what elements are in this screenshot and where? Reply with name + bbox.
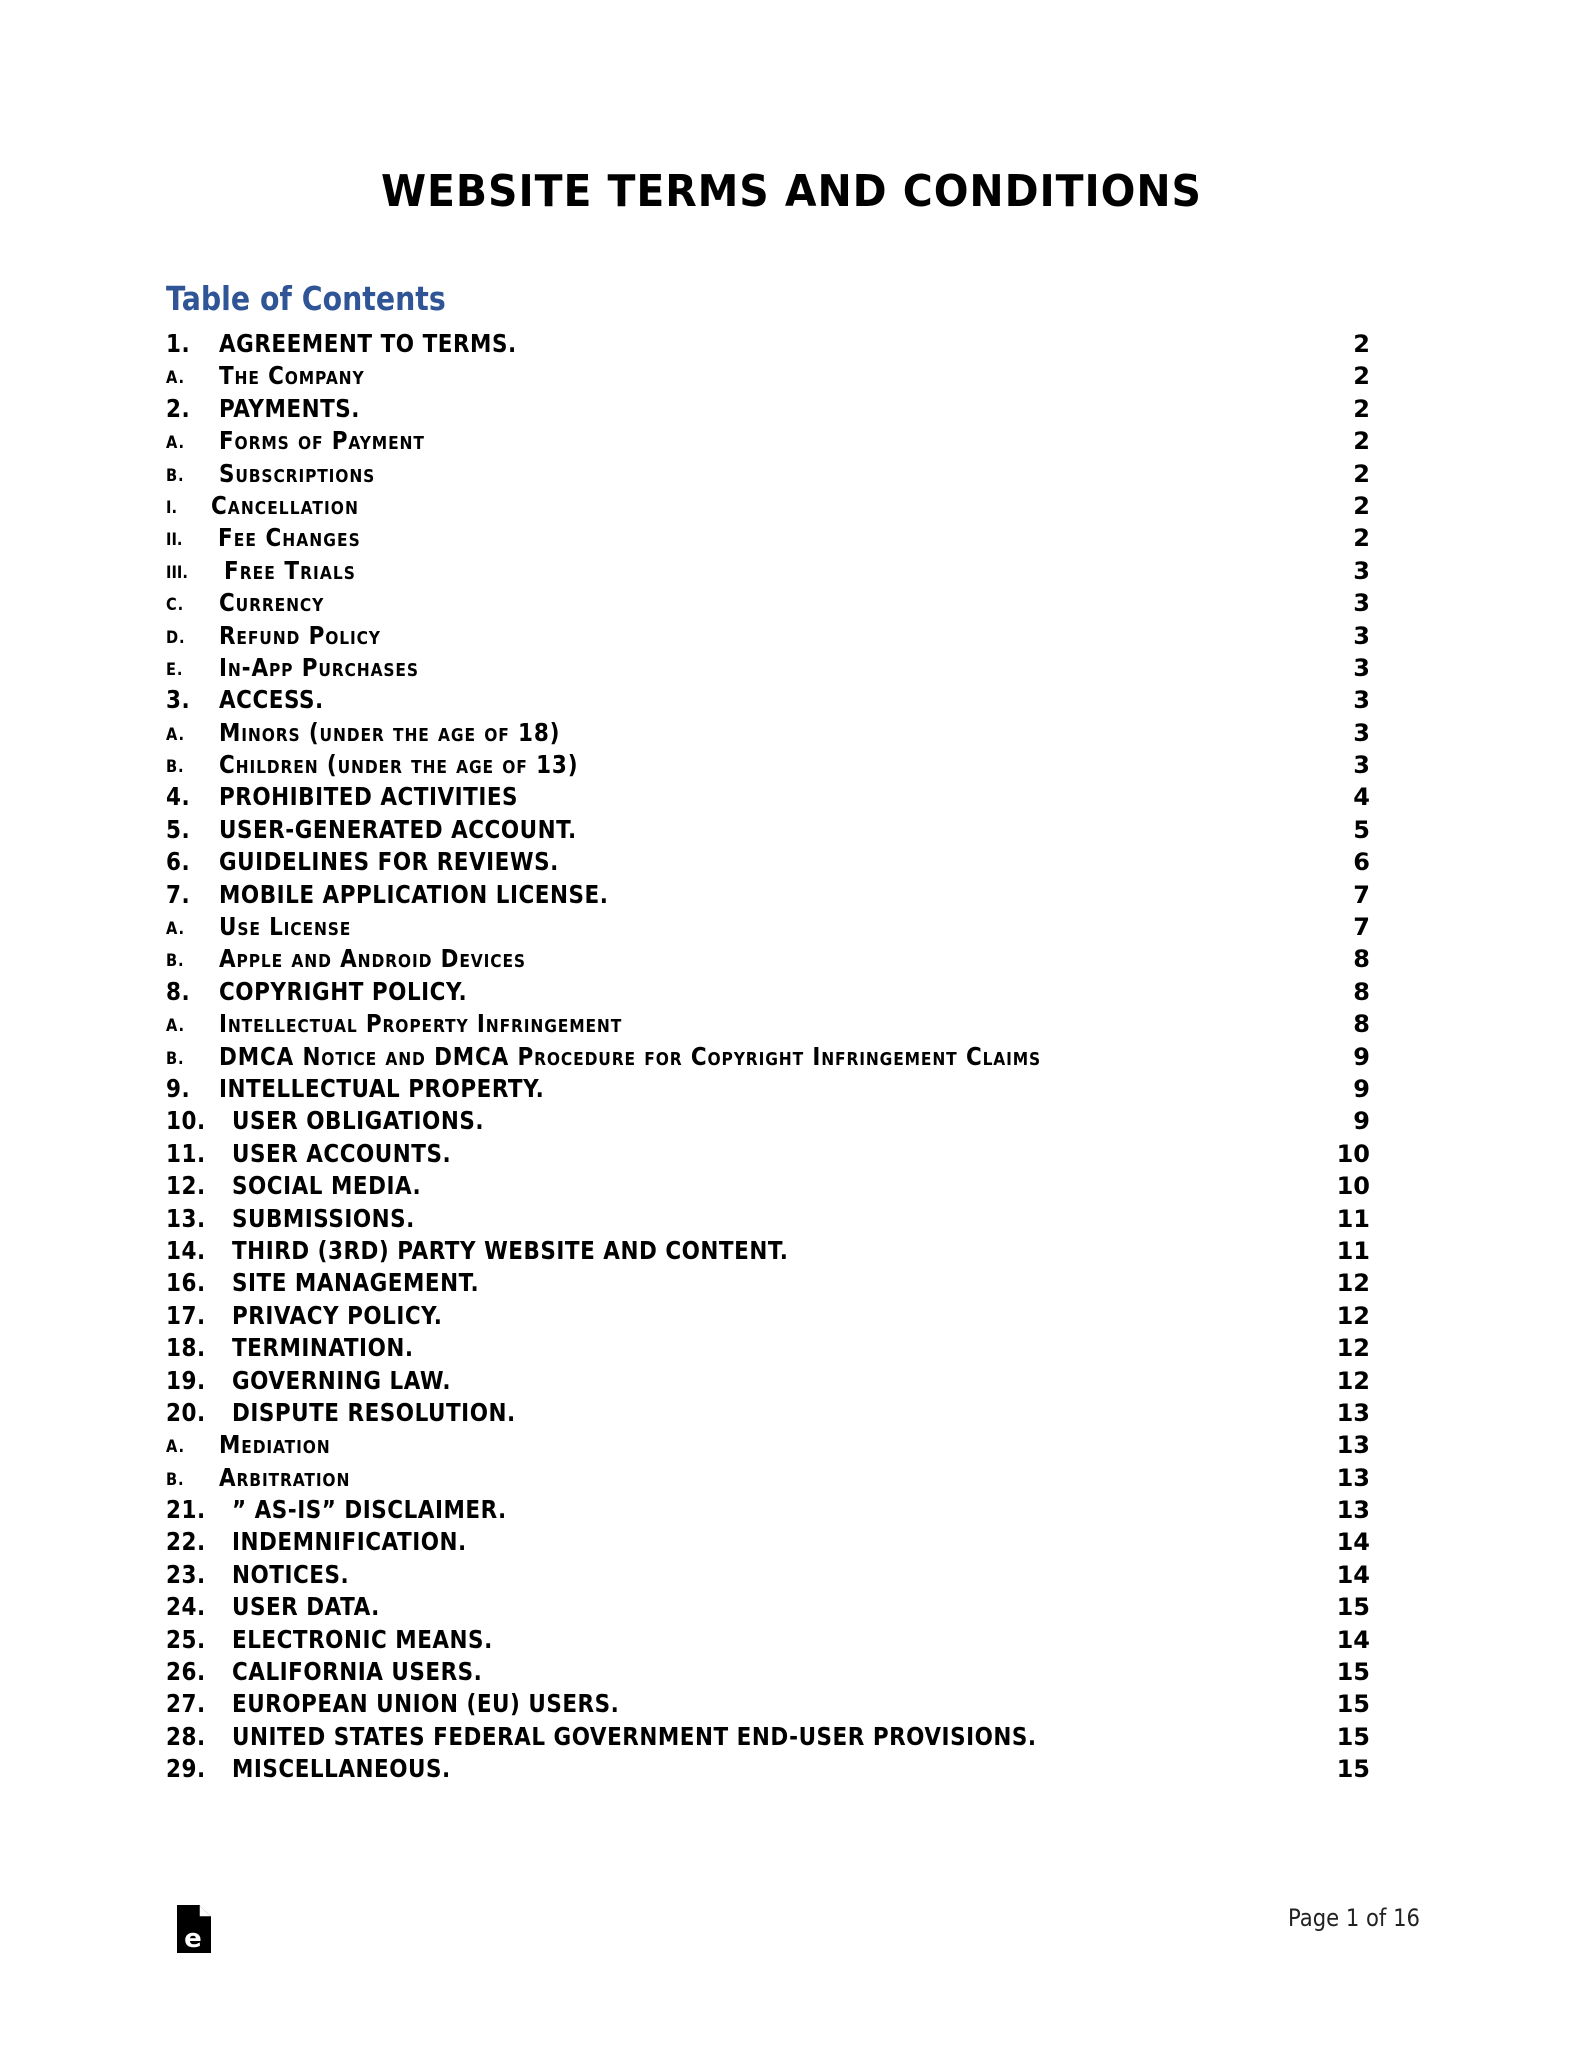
toc-entry-page[interactable]: 11: [1336, 1204, 1370, 1233]
toc-entry-label[interactable]: Intellectual Property Infringement: [219, 1009, 623, 1039]
toc-entry-label[interactable]: USER ACCOUNTS.: [232, 1138, 452, 1168]
toc-entry-page[interactable]: 14: [1336, 1625, 1370, 1654]
toc-entry-page[interactable]: 15: [1336, 1658, 1370, 1687]
toc-entry-page[interactable]: 7: [1353, 913, 1370, 942]
toc-entry[interactable]: [166, 1106, 1370, 1138]
toc-entry-number: B.: [166, 1048, 185, 1069]
toc-entry-page[interactable]: 6: [1353, 848, 1370, 877]
toc-entry-page[interactable]: 9: [1353, 1042, 1370, 1071]
toc-entry-number: 14.: [166, 1235, 206, 1265]
toc-entry[interactable]: [166, 1560, 1370, 1592]
toc-entry-label[interactable]: Refund Policy: [219, 620, 381, 650]
toc-entry-number: 21.: [166, 1495, 206, 1525]
toc-entry[interactable]: [166, 1722, 1370, 1754]
toc-entry-page[interactable]: 12: [1336, 1269, 1370, 1298]
toc-entry-number: 9.: [166, 1073, 191, 1103]
toc-entry-page[interactable]: 10: [1336, 1139, 1370, 1168]
toc-entry-page[interactable]: 14: [1336, 1560, 1370, 1589]
toc-entry-label[interactable]: PAYMENTS.: [219, 393, 360, 423]
toc-entry-page[interactable]: 13: [1336, 1463, 1370, 1492]
toc-entry-number: A.: [166, 1437, 185, 1458]
toc-entry[interactable]: [166, 1625, 1370, 1657]
toc-entry-page[interactable]: 3: [1353, 556, 1370, 585]
toc-entry-label[interactable]: THIRD (3RD) PARTY WEBSITE AND CONTENT.: [232, 1235, 789, 1265]
toc-entry-number: 7.: [166, 879, 191, 909]
toc-entry-number: 24.: [166, 1592, 206, 1622]
toc-entry-label[interactable]: DISPUTE RESOLUTION.: [232, 1397, 516, 1427]
toc-entry-number: 3.: [166, 685, 191, 715]
toc-entry-label[interactable]: UNITED STATES FEDERAL GOVERNMENT END-USER PROVISIONS.: [232, 1721, 1037, 1751]
toc-entry-label[interactable]: SUBMISSIONS.: [232, 1203, 415, 1233]
toc-entry-label[interactable]: In-App Purchases: [219, 652, 419, 682]
toc-entry-label[interactable]: MOBILE APPLICATION LICENSE.: [219, 879, 609, 909]
toc-entry-label[interactable]: Arbitration: [219, 1462, 351, 1492]
toc-entry-number: III.: [166, 562, 188, 583]
toc-entry-page[interactable]: 2: [1353, 524, 1370, 553]
toc-entry-page[interactable]: 12: [1336, 1334, 1370, 1363]
toc-entry-page[interactable]: 4: [1353, 783, 1370, 812]
toc-entry[interactable]: [166, 1204, 1370, 1236]
toc-entry-page[interactable]: 2: [1353, 362, 1370, 391]
toc-entry-page[interactable]: 9: [1353, 1107, 1370, 1136]
toc-entry[interactable]: [166, 847, 1370, 879]
toc-entry[interactable]: [166, 556, 1370, 588]
toc-entry-label[interactable]: EUROPEAN UNION (EU) USERS.: [232, 1689, 620, 1719]
toc-entry[interactable]: [166, 1689, 1370, 1721]
toc-entry[interactable]: [166, 1463, 1370, 1495]
toc-entry-page[interactable]: 3: [1353, 751, 1370, 780]
toc-entry-number: B.: [166, 465, 185, 486]
toc-entry-label[interactable]: INTELLECTUAL PROPERTY.: [219, 1073, 545, 1103]
toc-entry-number: A.: [166, 433, 185, 454]
toc-entry-number: 27.: [166, 1689, 206, 1719]
toc-entry[interactable]: [166, 1268, 1370, 1300]
toc-entry-page[interactable]: 5: [1353, 815, 1370, 844]
toc-entry-page[interactable]: 2: [1353, 459, 1370, 488]
toc-entry-number: 19.: [166, 1365, 206, 1395]
toc-entry-page[interactable]: 3: [1353, 653, 1370, 682]
toc-entry-number: 1.: [166, 329, 191, 358]
toc-entry-label[interactable]: Free Trials: [224, 555, 356, 585]
toc-entry-page[interactable]: 10: [1336, 1172, 1370, 1201]
toc-entry-label[interactable]: Forms of Payment: [219, 426, 425, 456]
toc-entry-page[interactable]: 3: [1353, 718, 1370, 747]
toc-entry-label[interactable]: USER OBLIGATIONS.: [232, 1106, 485, 1136]
toc-entry[interactable]: [166, 1139, 1370, 1171]
toc-entry-number: 22.: [166, 1527, 206, 1557]
toc-entry[interactable]: [166, 1657, 1370, 1689]
toc-entry-label[interactable]: Minors (under the age of 18): [219, 717, 561, 747]
toc-entry[interactable]: [166, 653, 1370, 685]
toc-entry[interactable]: [166, 944, 1370, 976]
toc-entry-label[interactable]: PRIVACY POLICY.: [232, 1300, 443, 1330]
toc-entry[interactable]: [166, 977, 1370, 1009]
toc-entry-number: 12.: [166, 1171, 206, 1201]
toc-entry-label[interactable]: Subscriptions: [219, 458, 376, 488]
toc-entry-number: A.: [166, 724, 185, 745]
toc-entry-page[interactable]: 13: [1336, 1398, 1370, 1427]
toc-entry[interactable]: [166, 880, 1370, 912]
toc-entry-number: B.: [166, 757, 185, 778]
toc-entry[interactable]: [166, 361, 1370, 393]
toc-entry[interactable]: [166, 1074, 1370, 1106]
toc-entry-label[interactable]: PROHIBITED ACTIVITIES: [219, 782, 519, 812]
toc-entry-page[interactable]: 2: [1353, 394, 1370, 423]
toc-entry-number: 4.: [166, 782, 191, 812]
toc-entry-label[interactable]: COPYRIGHT POLICY.: [219, 976, 468, 1006]
toc-entry[interactable]: [166, 588, 1370, 620]
toc-entry[interactable]: [166, 459, 1370, 491]
toc-entry-label[interactable]: USER DATA.: [232, 1592, 380, 1622]
toc-entry-page[interactable]: 2: [1353, 491, 1370, 520]
toc-entry[interactable]: [166, 685, 1370, 717]
toc-entry-page[interactable]: 3: [1353, 686, 1370, 715]
toc-entry[interactable]: [166, 1171, 1370, 1203]
toc-entry[interactable]: [166, 1301, 1370, 1333]
toc-entry-number: 26.: [166, 1657, 206, 1687]
page-indicator: Page 1 of 16: [1288, 1904, 1420, 1932]
toc-entry-label[interactable]: NOTICES.: [232, 1559, 350, 1589]
toc-entry[interactable]: [166, 718, 1370, 750]
toc-entry-label[interactable]: Mediation: [219, 1430, 331, 1460]
toc-entry-number: A.: [166, 1016, 185, 1037]
toc-entry-label[interactable]: Cancellation: [211, 490, 359, 520]
toc-entry-number: II.: [166, 530, 183, 551]
toc-entry-number: 18.: [166, 1333, 206, 1363]
toc-entry[interactable]: [166, 1042, 1370, 1074]
toc-entry-number: 29.: [166, 1754, 206, 1784]
document-title: WEBSITE TERMS AND CONDITIONS: [380, 166, 1202, 217]
toc-entry-label[interactable]: The Company: [219, 361, 365, 391]
toc-entry-number: 10.: [166, 1106, 206, 1136]
toc-entry-number: E.: [166, 659, 184, 680]
toc-entry-number: 6.: [166, 847, 191, 877]
toc-entry-label[interactable]: Currency: [219, 588, 325, 618]
toc-entry-number: 23.: [166, 1559, 206, 1589]
toc-entry[interactable]: [166, 621, 1370, 653]
toc-entry-number: 8.: [166, 976, 191, 1006]
toc-entry[interactable]: [166, 912, 1370, 944]
toc-entry-number: A.: [166, 368, 185, 389]
toc-entry-number: 13.: [166, 1203, 206, 1233]
toc-entry-page[interactable]: 2: [1353, 330, 1370, 358]
toc-entry[interactable]: [166, 750, 1370, 782]
toc-entry-page[interactable]: 12: [1336, 1301, 1370, 1330]
toc-entry-label[interactable]: USER-GENERATED ACCOUNT.: [219, 814, 577, 844]
toc-entry-label[interactable]: Apple and Android Devices: [219, 944, 526, 974]
toc-entry-number: D.: [166, 627, 186, 648]
toc-entry-number: 17.: [166, 1300, 206, 1330]
toc-entry-number: 20.: [166, 1397, 206, 1427]
toc-entry-label[interactable]: Use License: [219, 912, 352, 942]
toc-entry-page[interactable]: 9: [1353, 1074, 1370, 1103]
toc-entry[interactable]: [166, 1430, 1370, 1462]
toc-entry-page[interactable]: 15: [1336, 1593, 1370, 1622]
toc-entry[interactable]: [166, 394, 1370, 426]
toc-entry[interactable]: [166, 1495, 1370, 1527]
toc-entry-number: 28.: [166, 1721, 206, 1751]
toc-entry-page[interactable]: 15: [1336, 1722, 1370, 1751]
toc-entry-page[interactable]: 14: [1336, 1528, 1370, 1557]
toc-entry-number: 2.: [166, 393, 191, 423]
table-of-contents: [166, 329, 1370, 1787]
toc-entry-page[interactable]: 3: [1353, 621, 1370, 650]
toc-entry-page[interactable]: 15: [1336, 1755, 1370, 1784]
toc-entry[interactable]: [166, 1366, 1370, 1398]
toc-entry[interactable]: [166, 1236, 1370, 1268]
toc-entry-page[interactable]: 8: [1353, 977, 1370, 1006]
toc-entry-number: C.: [166, 595, 185, 616]
toc-entry[interactable]: [166, 1009, 1370, 1041]
toc-entry-page[interactable]: 12: [1336, 1366, 1370, 1395]
toc-entry-label[interactable]: Children (under the age of 13): [219, 750, 579, 780]
toc-entry-number: 11.: [166, 1138, 206, 1168]
toc-entry-label[interactable]: ACCESS.: [219, 685, 324, 715]
toc-entry-page[interactable]: 2: [1353, 427, 1370, 456]
toc-entry[interactable]: [166, 523, 1370, 555]
toc-entry[interactable]: [166, 491, 1370, 523]
toc-entry-page[interactable]: 7: [1353, 880, 1370, 909]
toc-entry[interactable]: [166, 782, 1370, 814]
toc-entry-label[interactable]: SOCIAL MEDIA.: [232, 1171, 422, 1201]
toc-entry-label[interactable]: ” AS-IS” DISCLAIMER.: [232, 1495, 507, 1525]
toc-entry-label[interactable]: DMCA Notice and DMCA Procedure for Copyright Infringement Claims: [219, 1041, 1042, 1071]
toc-entry[interactable]: [166, 426, 1370, 458]
toc-entry-page[interactable]: 13: [1336, 1496, 1370, 1525]
toc-entry-number: 5.: [166, 814, 191, 844]
toc-entry[interactable]: [166, 1592, 1370, 1624]
toc-entry[interactable]: [166, 1527, 1370, 1559]
toc-entry-page[interactable]: 8: [1353, 945, 1370, 974]
toc-entry-label[interactable]: AGREEMENT TO TERMS.: [219, 329, 517, 358]
document-e-logo-icon: [177, 1905, 211, 1953]
toc-entry-label[interactable]: MISCELLANEOUS.: [232, 1754, 451, 1784]
toc-entry-label[interactable]: ELECTRONIC MEANS.: [232, 1624, 493, 1654]
toc-entry-page[interactable]: 15: [1336, 1690, 1370, 1719]
toc-entry[interactable]: [166, 1333, 1370, 1365]
toc-entry-label[interactable]: SITE MANAGEMENT.: [232, 1268, 480, 1298]
toc-entry-page[interactable]: 8: [1353, 1010, 1370, 1039]
toc-entry-number: A.: [166, 919, 185, 940]
toc-entry-label[interactable]: Fee Changes: [218, 523, 361, 553]
toc-entry[interactable]: [166, 1398, 1370, 1430]
toc-entry[interactable]: [166, 815, 1370, 847]
toc-entry-number: B.: [166, 951, 185, 972]
toc-entry-number: 16.: [166, 1268, 206, 1298]
toc-entry-number: I.: [166, 497, 178, 518]
toc-entry-page[interactable]: 3: [1353, 589, 1370, 618]
toc-entry[interactable]: [166, 1754, 1370, 1786]
toc-entry-label[interactable]: TERMINATION.: [232, 1333, 414, 1363]
toc-heading: Table of Contents: [166, 279, 446, 318]
toc-entry-label[interactable]: CALIFORNIA USERS.: [232, 1657, 483, 1687]
toc-entry-label[interactable]: GOVERNING LAW.: [232, 1365, 452, 1395]
toc-entry-page[interactable]: 11: [1336, 1236, 1370, 1265]
toc-entry-label[interactable]: GUIDELINES FOR REVIEWS.: [219, 847, 559, 877]
toc-entry-label[interactable]: INDEMNIFICATION.: [232, 1527, 467, 1557]
toc-entry[interactable]: [166, 329, 1370, 361]
svg-text:e: e: [184, 1924, 202, 1953]
toc-entry-number: B.: [166, 1469, 185, 1490]
toc-entry-number: 25.: [166, 1624, 206, 1654]
toc-entry-page[interactable]: 13: [1336, 1431, 1370, 1460]
